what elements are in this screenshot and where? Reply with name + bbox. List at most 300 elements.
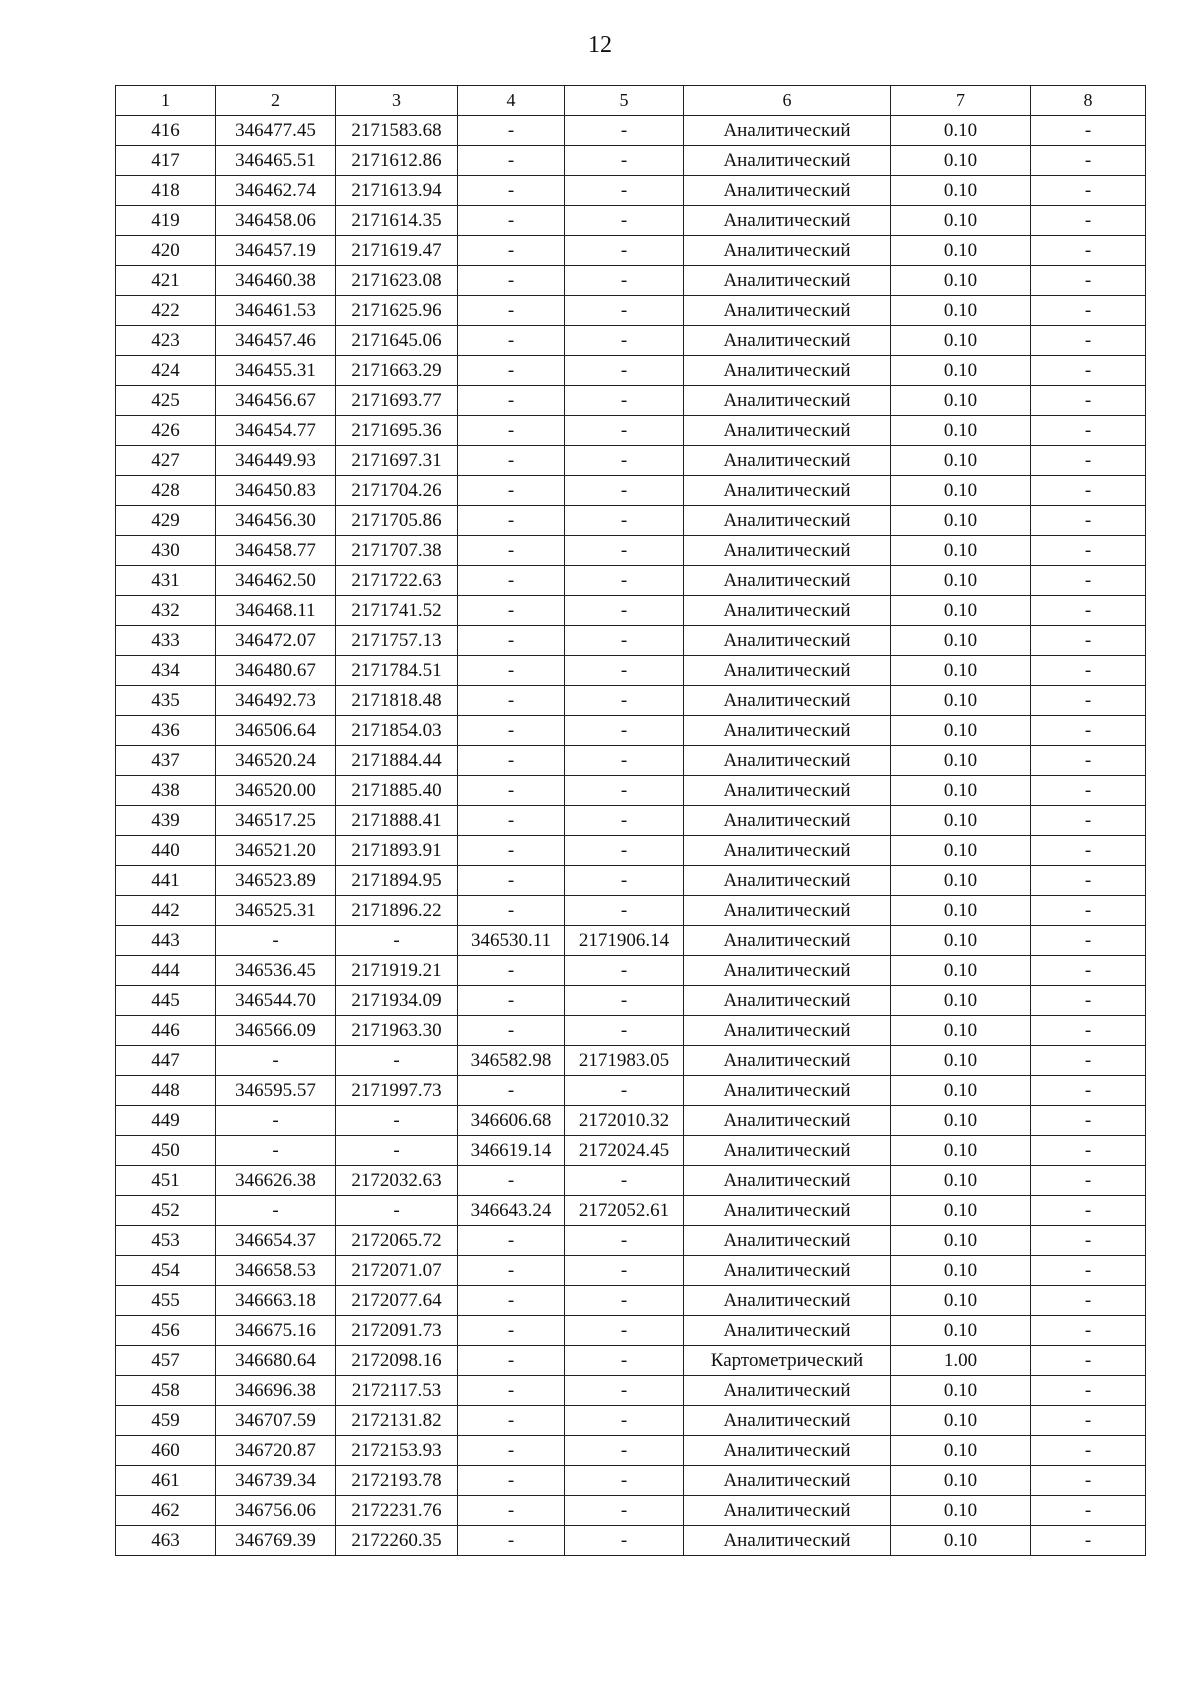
table-cell: - [458,1076,565,1106]
table-cell: 419 [116,206,216,236]
table-cell: 2172091.73 [336,1316,458,1346]
table-row [116,356,1146,386]
table-row [116,1436,1146,1466]
column-header: 6 [684,86,891,116]
table-cell: 0.10 [891,416,1031,446]
table-cell: 346680.64 [216,1346,336,1376]
table-cell: 2171693.77 [336,386,458,416]
table-cell: 2171784.51 [336,656,458,686]
column-header: 7 [891,86,1031,116]
table-cell: 346506.64 [216,716,336,746]
table-cell: - [565,266,684,296]
table-cell: - [1031,146,1146,176]
table-cell: 0.10 [891,1436,1031,1466]
table-cell: 420 [116,236,216,266]
table-cell: 346458.77 [216,536,336,566]
table-cell: - [565,386,684,416]
table-row [116,446,1146,476]
table-cell: - [1031,806,1146,836]
table-cell: 0.10 [891,1166,1031,1196]
table-cell: Аналитический [684,1316,891,1346]
table-cell: 0.10 [891,1496,1031,1526]
table-cell: - [565,866,684,896]
table-cell: 2171583.68 [336,116,458,146]
table-cell: 427 [116,446,216,476]
table-cell: - [1031,776,1146,806]
coordinates-table [115,85,1146,1556]
table-cell: 346566.09 [216,1016,336,1046]
table-cell: 2171884.44 [336,746,458,776]
table-row [116,1496,1146,1526]
table-cell: 2172024.45 [565,1136,684,1166]
table-cell: 448 [116,1076,216,1106]
table-row [116,1466,1146,1496]
table-cell: 346449.93 [216,446,336,476]
table-cell: - [565,1166,684,1196]
table-cell: 0.10 [891,1106,1031,1136]
table-cell: 0.10 [891,956,1031,986]
table-cell: - [458,476,565,506]
table-cell: 0.10 [891,926,1031,956]
table-cell: 346536.45 [216,956,336,986]
table-row [116,1226,1146,1256]
table-cell: Аналитический [684,326,891,356]
table-cell: - [565,416,684,446]
table-cell: 346658.53 [216,1256,336,1286]
table-cell: - [458,386,565,416]
table-cell: - [1031,116,1146,146]
table-cell: - [458,266,565,296]
table-cell: 0.10 [891,326,1031,356]
table-cell: - [565,1496,684,1526]
table-cell: 346454.77 [216,416,336,446]
column-header: 8 [1031,86,1146,116]
table-cell: 2171919.21 [336,956,458,986]
table-cell: Аналитический [684,356,891,386]
table-cell: 0.10 [891,686,1031,716]
table-cell: - [458,116,565,146]
table-cell: Аналитический [684,1136,891,1166]
table-cell: 346707.59 [216,1406,336,1436]
table-cell: - [458,176,565,206]
table-cell: 346477.45 [216,116,336,146]
table-cell: - [565,1436,684,1466]
table-row [116,326,1146,356]
table-cell: - [458,506,565,536]
table-cell: 2172052.61 [565,1196,684,1226]
table-cell: 430 [116,536,216,566]
table-cell: 452 [116,1196,216,1226]
table-cell: 346492.73 [216,686,336,716]
table-cell: 2171888.41 [336,806,458,836]
table-cell: - [458,236,565,266]
table-cell: 0.10 [891,356,1031,386]
table-cell: Аналитический [684,596,891,626]
table-cell: Аналитический [684,746,891,776]
table-cell: 432 [116,596,216,626]
table-cell: 2171818.48 [336,686,458,716]
table-cell: 2171614.35 [336,206,458,236]
table-cell: Аналитический [684,836,891,866]
table-cell: 346472.07 [216,626,336,656]
table-cell: 2172032.63 [336,1166,458,1196]
table-cell: 0.10 [891,116,1031,146]
table-cell: - [1031,866,1146,896]
table-cell: 416 [116,116,216,146]
table-cell: 2172117.53 [336,1376,458,1406]
table-cell: 451 [116,1166,216,1196]
table-cell: - [1031,206,1146,236]
table-cell: 346619.14 [458,1136,565,1166]
table-cell: 423 [116,326,216,356]
table-cell: - [1031,506,1146,536]
table-cell: 0.10 [891,1256,1031,1286]
table-cell: 2171934.09 [336,986,458,1016]
table-cell: 346455.31 [216,356,336,386]
table-cell: Аналитический [684,1166,891,1196]
table-cell: 2171705.86 [336,506,458,536]
table-cell: - [565,506,684,536]
table-cell: 346468.11 [216,596,336,626]
table-cell: - [565,1466,684,1496]
table-cell: - [1031,1256,1146,1286]
table-row [116,416,1146,446]
table-cell: - [1031,236,1146,266]
table-cell: - [458,1166,565,1196]
table-cell: 2172131.82 [336,1406,458,1436]
table-row [116,746,1146,776]
table-cell: - [458,956,565,986]
table-cell: Аналитический [684,206,891,236]
table-cell: 346456.30 [216,506,336,536]
table-cell: - [565,176,684,206]
table-cell: - [458,1496,565,1526]
table-cell: 456 [116,1316,216,1346]
table-cell: - [1031,926,1146,956]
table-cell: - [565,656,684,686]
table-cell: - [565,236,684,266]
table-cell: 346530.11 [458,926,565,956]
page-number: 12 [588,32,612,58]
table-cell: Аналитический [684,776,891,806]
table-cell: - [1031,1346,1146,1376]
table-cell: - [458,626,565,656]
table-cell: Аналитический [684,566,891,596]
table-cell: Аналитический [684,176,891,206]
table-cell: 2171885.40 [336,776,458,806]
table-row [116,1106,1146,1136]
table-cell: 346654.37 [216,1226,336,1256]
table-row [116,1286,1146,1316]
table-cell: 2171613.94 [336,176,458,206]
table-cell: 0.10 [891,596,1031,626]
table-cell: - [1031,1376,1146,1406]
table-cell: Аналитический [684,536,891,566]
table-row [116,956,1146,986]
table-cell: 454 [116,1256,216,1286]
table-cell: - [1031,1436,1146,1466]
table-cell: - [1031,536,1146,566]
table-cell: 421 [116,266,216,296]
table-row [116,926,1146,956]
column-header: 3 [336,86,458,116]
table-cell: - [1031,686,1146,716]
table-cell: Аналитический [684,656,891,686]
table-cell: 346663.18 [216,1286,336,1316]
table-cell: - [565,206,684,236]
table-cell: - [1031,1406,1146,1436]
table-cell: 0.10 [891,806,1031,836]
table-cell: Аналитический [684,1106,891,1136]
table-row [116,896,1146,926]
table-cell: 2171663.29 [336,356,458,386]
table-cell: 2171704.26 [336,476,458,506]
table-cell: 346720.87 [216,1436,336,1466]
table-cell: 0.10 [891,236,1031,266]
table-row [116,656,1146,686]
table-row [116,986,1146,1016]
table-cell: - [458,836,565,866]
table-cell: - [1031,596,1146,626]
table-row [116,236,1146,266]
table-cell: 0.10 [891,1286,1031,1316]
table-cell: 424 [116,356,216,386]
table-cell: Аналитический [684,1496,891,1526]
table-cell: 346458.06 [216,206,336,236]
table-row [116,836,1146,866]
table-cell: - [1031,446,1146,476]
table-cell: - [1031,1046,1146,1076]
table-cell: 346520.24 [216,746,336,776]
table-cell: 435 [116,686,216,716]
table-row [116,1046,1146,1076]
table-cell: 447 [116,1046,216,1076]
table-cell: - [565,596,684,626]
table-cell: Аналитический [684,986,891,1016]
table-cell: - [336,1136,458,1166]
table-cell: 346696.38 [216,1376,336,1406]
table-cell: 2171894.95 [336,866,458,896]
table-cell: 346675.16 [216,1316,336,1346]
column-header: 4 [458,86,565,116]
table-cell: - [458,1466,565,1496]
table-cell: - [458,776,565,806]
table-cell: 346517.25 [216,806,336,836]
table-cell: 439 [116,806,216,836]
table-row [116,566,1146,596]
table-cell: 0.10 [891,716,1031,746]
table-cell: 441 [116,866,216,896]
table-cell: Аналитический [684,866,891,896]
table-cell: - [458,896,565,926]
table-cell: Аналитический [684,1076,891,1106]
table-cell: - [458,326,565,356]
table-cell: - [458,446,565,476]
table-cell: 2171906.14 [565,926,684,956]
table-cell: - [1031,476,1146,506]
table-cell: 422 [116,296,216,326]
table-cell: - [216,1196,336,1226]
table-row [116,1316,1146,1346]
table-cell: 346626.38 [216,1166,336,1196]
table-row [116,1406,1146,1436]
table-cell: - [565,146,684,176]
table-cell: 2171741.52 [336,596,458,626]
table-row [116,1016,1146,1046]
table-cell: - [1031,386,1146,416]
table-cell: 2172153.93 [336,1436,458,1466]
table-cell: 462 [116,1496,216,1526]
table-row [116,266,1146,296]
table-cell: 0.10 [891,1196,1031,1226]
table-cell: 346525.31 [216,896,336,926]
table-cell: 2171722.63 [336,566,458,596]
table-row [116,1376,1146,1406]
table-cell: 346739.34 [216,1466,336,1496]
table-cell: 440 [116,836,216,866]
table-cell: Аналитический [684,236,891,266]
table-cell: Аналитический [684,1286,891,1316]
table-cell: 429 [116,506,216,536]
table-cell: - [1031,1166,1146,1196]
table-cell: 346523.89 [216,866,336,896]
table-cell: - [458,596,565,626]
table-cell: Аналитический [684,1526,891,1556]
table-cell: 0.10 [891,1046,1031,1076]
table-cell: Аналитический [684,1016,891,1046]
table-cell: 2171625.96 [336,296,458,326]
table-cell: Аналитический [684,956,891,986]
table-cell: 433 [116,626,216,656]
table-cell: 2172071.07 [336,1256,458,1286]
table-cell: - [565,626,684,656]
table-cell: 0.10 [891,296,1031,326]
table-cell: - [458,566,565,596]
table-cell: 0.10 [891,146,1031,176]
table-cell: - [336,926,458,956]
table-row [116,536,1146,566]
table-cell: Аналитический [684,1226,891,1256]
table-cell: 346595.57 [216,1076,336,1106]
table-cell: 2171707.38 [336,536,458,566]
table-cell: - [1031,1496,1146,1526]
table-cell: - [458,746,565,776]
table-cell: - [1031,716,1146,746]
table-cell: - [1031,326,1146,356]
table-cell: 428 [116,476,216,506]
table-cell: 346462.50 [216,566,336,596]
table-cell: - [565,1376,684,1406]
table-cell: 443 [116,926,216,956]
table-cell: 0.10 [891,386,1031,416]
table-cell: 0.10 [891,1016,1031,1046]
table-cell: - [458,1286,565,1316]
table-cell: Аналитический [684,1436,891,1466]
table-cell: - [565,776,684,806]
table-cell: - [1031,836,1146,866]
table-body [116,116,1146,1556]
table-row [116,1526,1146,1556]
table-row [116,1256,1146,1286]
table-cell: 346480.67 [216,656,336,686]
table-cell: - [458,296,565,326]
table-cell: 2172065.72 [336,1226,458,1256]
table-cell: 0.10 [891,566,1031,596]
table-cell: 0.10 [891,206,1031,236]
table-cell: 2171612.86 [336,146,458,176]
table-cell: - [216,1106,336,1136]
table-cell: 0.10 [891,986,1031,1016]
table-cell: - [458,536,565,566]
table-cell: 346450.83 [216,476,336,506]
table-cell: 0.10 [891,506,1031,536]
table-cell: - [565,716,684,746]
table-cell: 2171983.05 [565,1046,684,1076]
table-cell: 442 [116,896,216,926]
column-header: 5 [565,86,684,116]
table-cell: 2171997.73 [336,1076,458,1106]
table-cell: - [1031,266,1146,296]
table-cell: 0.10 [891,746,1031,776]
table-cell: - [1031,1466,1146,1496]
table-cell: 2171893.91 [336,836,458,866]
table-cell: - [458,1376,565,1406]
table-cell: 2172098.16 [336,1346,458,1376]
table-cell: 436 [116,716,216,746]
table-cell: - [1031,1076,1146,1106]
table-cell: - [1031,566,1146,596]
table-cell: 0.10 [891,656,1031,686]
table-cell: - [565,326,684,356]
table-cell: - [458,1406,565,1436]
table-cell: 1.00 [891,1346,1031,1376]
table-cell: - [336,1106,458,1136]
table-cell: 0.10 [891,626,1031,656]
table-cell: - [1031,1226,1146,1256]
table-cell: 346456.67 [216,386,336,416]
table-cell: - [216,1046,336,1076]
table-row [116,296,1146,326]
table-cell: 437 [116,746,216,776]
table-row [116,386,1146,416]
table-cell: - [458,656,565,686]
table-cell: 0.10 [891,866,1031,896]
table-cell: - [1031,356,1146,386]
table-cell: Аналитический [684,1406,891,1436]
table-cell: - [458,866,565,896]
table-cell: 2171963.30 [336,1016,458,1046]
table-row [116,626,1146,656]
table-cell: - [1031,1106,1146,1136]
table-cell: 2172260.35 [336,1526,458,1556]
table-cell: - [458,416,565,446]
table-cell: Аналитический [684,1046,891,1076]
table-cell: - [1031,176,1146,206]
table-cell: - [458,146,565,176]
table-cell: - [565,896,684,926]
table-cell: - [565,956,684,986]
table-cell: - [458,206,565,236]
table-cell: - [565,986,684,1016]
table-cell: Аналитический [684,416,891,446]
table-cell: Аналитический [684,506,891,536]
table-cell: - [565,806,684,836]
table-cell: 2171757.13 [336,626,458,656]
table-cell: - [336,1046,458,1076]
table-cell: Аналитический [684,386,891,416]
table-row [116,806,1146,836]
table-cell: - [1031,416,1146,446]
